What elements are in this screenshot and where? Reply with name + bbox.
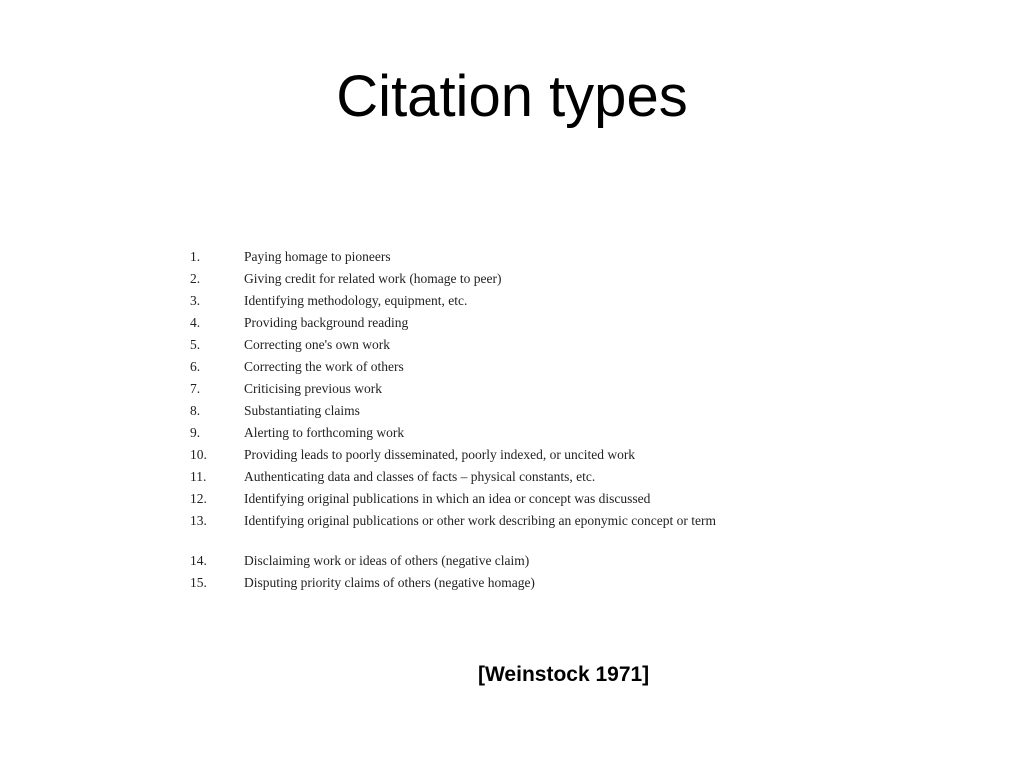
item-number: 3.: [190, 293, 201, 308]
list-item: [190, 444, 790, 466]
item-number: 7.: [190, 381, 201, 396]
list-item: [190, 572, 790, 594]
list-item: [190, 510, 790, 550]
list-item: [190, 312, 790, 334]
item-text: Providing leads to poorly disseminated, poorly indexed, or uncited work: [244, 447, 636, 462]
list-item: [190, 550, 790, 572]
list-item: [190, 268, 790, 290]
item-number: 15.: [190, 575, 207, 590]
list-item: [190, 356, 790, 378]
item-text: Alerting to forthcoming work: [244, 425, 405, 440]
item-text: Correcting the work of others: [244, 359, 404, 374]
item-number: 1.: [190, 249, 201, 264]
list-item: [190, 246, 790, 268]
item-text: Providing background reading: [244, 315, 409, 330]
item-text: Authenticating data and classes of facts – physical constants, etc.: [244, 469, 596, 484]
list-item: [190, 400, 790, 422]
item-number: 6.: [190, 359, 201, 374]
item-text: Disputing priority claims of others (negative homage): [244, 575, 535, 590]
list-item: [190, 422, 790, 444]
item-number: 12.: [190, 491, 207, 506]
item-number: 5.: [190, 337, 201, 352]
item-text: Correcting one's own work: [244, 337, 391, 352]
item-text: Identifying original publications or other work describing an eponymic concept or term: [244, 513, 716, 528]
item-number: 9.: [190, 425, 201, 440]
item-number: 10.: [190, 447, 207, 462]
item-text: Identifying original publications in which an idea or concept was discussed: [244, 491, 651, 506]
item-text: Disclaiming work or ideas of others (negative claim): [244, 553, 530, 568]
citation-types-list: [190, 246, 790, 594]
list-item: [190, 466, 790, 488]
item-number: 8.: [190, 403, 201, 418]
item-text: Criticising previous work: [244, 381, 382, 396]
list-item: [190, 290, 790, 312]
item-number: 13.: [190, 513, 207, 528]
item-text: Giving credit for related work (homage to peer): [244, 271, 502, 286]
source-citation: [Weinstock 1971]: [478, 663, 650, 686]
item-number: 2.: [190, 271, 201, 286]
item-number: 14.: [190, 553, 207, 568]
list-item: [190, 334, 790, 356]
item-text: Paying homage to pioneers: [244, 249, 391, 264]
item-text: Substantiating claims: [244, 403, 360, 418]
item-number: 11.: [190, 469, 207, 484]
list-item: [190, 378, 790, 400]
list-item: [190, 488, 790, 510]
item-text: Identifying methodology, equipment, etc.: [244, 293, 468, 308]
item-number: 4.: [190, 315, 201, 330]
slide-title: Citation types: [336, 64, 688, 129]
